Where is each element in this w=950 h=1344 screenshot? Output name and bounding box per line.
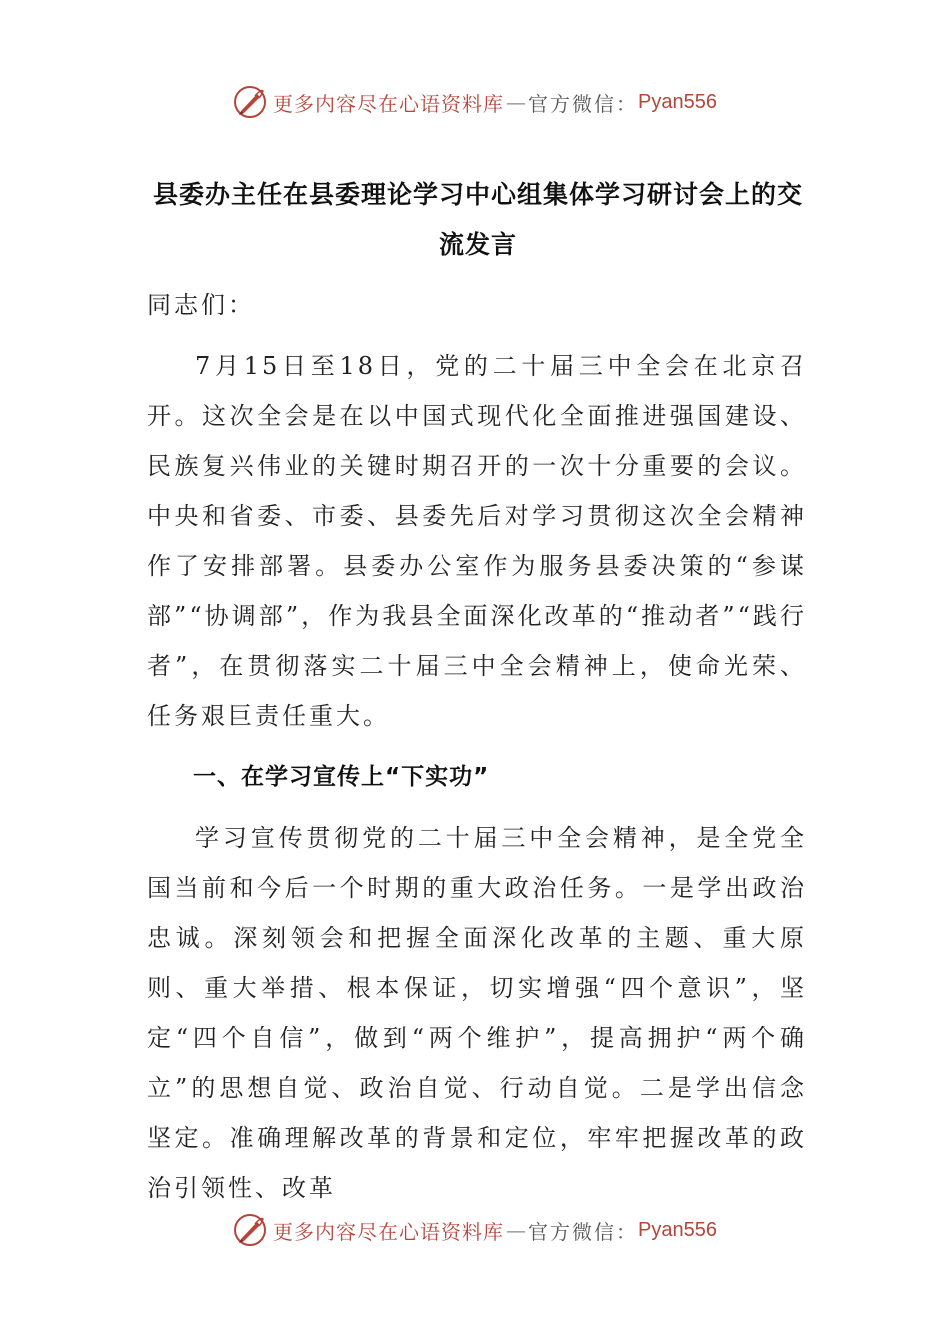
banner-dash: — xyxy=(506,90,527,114)
banner-contact-label: 官方微信： xyxy=(528,91,639,116)
document-title: 县委办主任在县委理论学习中心组集体学习研讨会上的交流发言 xyxy=(152,180,803,259)
banner-text: 更多内容尽在心语资料库 xyxy=(273,1219,505,1244)
banner-contact-id: Pyan556 xyxy=(638,90,717,113)
banner-dash: — xyxy=(506,1218,527,1242)
greeting: 同志们： xyxy=(147,291,255,319)
footer-banner xyxy=(0,1210,950,1250)
banner-contact-id: Pyan556 xyxy=(638,1218,717,1241)
document-body xyxy=(147,280,807,1224)
banner-contact-label: 官方微信： xyxy=(528,1219,639,1244)
header-banner xyxy=(0,82,950,122)
quill-pen-logo-icon xyxy=(233,85,267,119)
quill-pen-logo-icon xyxy=(233,1213,267,1247)
paragraph: 学习宣传贯彻党的二十届三中全会精神，是全党全国当前和今后一个时期的重大政治任务。一是学出政治忠诚。深刻领会和把握全面深化改革的主题、重大原则、重大举措、根本保证，切实增强“四个意识”，坚定“四个自信”，做到“两个维护”，提高拥护“两个确立”的思想自觉、政治自觉、行动自觉。二是学出信念坚定。准确理解改革的背景和定位，牢牢把握改革的政治引领性、改革 xyxy=(147,824,807,1202)
section-heading: 一、在学习宣传上“下实功” xyxy=(193,764,490,790)
banner-text: 更多内容尽在心语资料库 xyxy=(273,91,505,116)
paragraph: 7月15日至18日，党的二十届三中全会在北京召开。这次全会是在以中国式现代化全面推进强国建设、民族复兴伟业的关键时期召开的一次十分重要的会议。中央和省委、市委、县委先后对学习贯彻这次全会精神作了安排部署。县委办公室作为服务县委决策的“参谋部”“协调部”，作为我县全面深化改革的“推动者”“践行者”，在贯彻落实二十届三中全会精神上，使命光荣、任务艰巨责任重大。 xyxy=(147,352,807,730)
